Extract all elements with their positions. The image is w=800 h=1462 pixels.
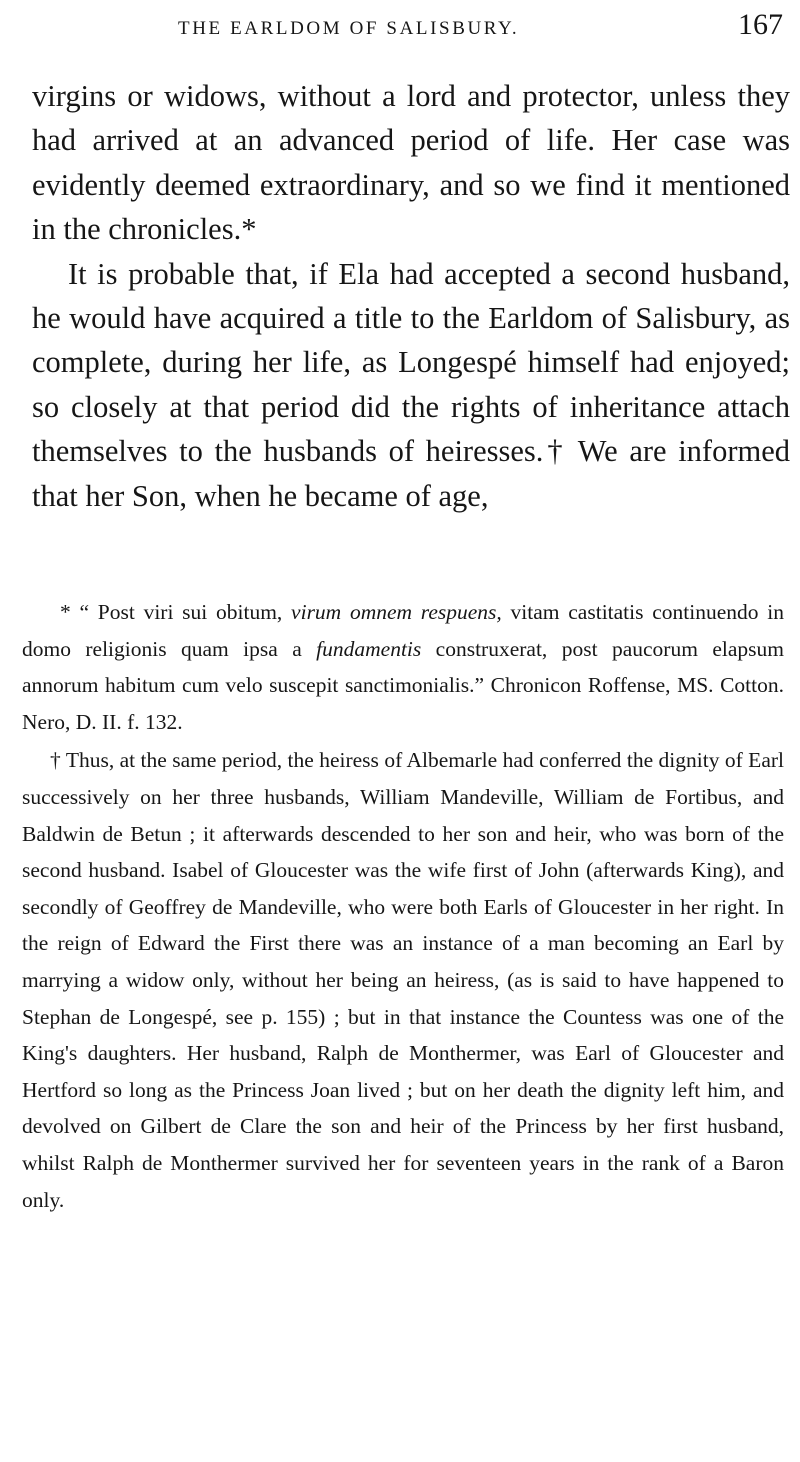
footnote-1-text-part-3: construxerat, post paucorum elapsum annorum habitum cum velo suscepit sanctimonialis.” Chronicon Roffense, MS. Cotton. Nero, D. II. f. 132. [22, 636, 784, 734]
running-head [0, 8, 800, 44]
footnote-1-text-part-1: * “ Post viri sui obitum, [60, 600, 292, 624]
main-text [32, 74, 790, 518]
running-title: THE EARLDOM OF SALISBURY. [178, 18, 520, 39]
footnote-1-italic-2: fundamentis [316, 636, 422, 661]
footnote-1-italic-1: virum omnem respuens, [291, 600, 502, 624]
page-number: 167 [738, 8, 783, 41]
footnote-1 [22, 594, 784, 740]
body-paragraph-1: virgins or widows, without a lord and protector, unless they had arrived at an advanced period of life. Her case was evidently deemed extraordinary, and so we find it mentioned in the chronicles.* [32, 79, 790, 247]
footnote-1-text-part-2: vitam castitatis continuendo in domo religionis quam ipsa a [22, 600, 784, 661]
footnote-2: † Thus, at the same period, the heiress of Albemarle had conferred the dignity of Earl successively on her three husbands, William Mandeville, William de Fortibus, and Baldwin de Betun ; it afterwards descended to her son and heir, who was born of the second husband. Isabel of Gloucester was the wife first of John (afterwards King), and secondly of Geoffrey de Mandeville, who were both Earls of Gloucester in her right. In the reign of Edward the First there was an instance of a man becoming an Earl by marrying a widow only, without her being an heiress, (as is said to have happened to Stephan de Longespé, see p. 155) ; but in that instance the Countess was one of the King's daughters. Her husband, Ralph de Monthermer, was Earl of Gloucester and Hertford so long as the Princess Joan lived ; but on her death the dignity left him, and devolved on Gilbert de Clare the son and heir of the Princess by her first husband, whilst Ralph de Monthermer survived her for seventeen years in the rank of a Baron only. [22, 748, 784, 1212]
footnotes [22, 594, 784, 1218]
body-paragraph-2: It is probable that, if Ela had accepted a second husband, he would have acquired a title to the Earldom of Salisbury, as complete, during her life, as Longespé himself had enjoyed; so closely at that period did the rights of inheritance attach themselves to the husbands of heiresses.† We are informed that her Son, when he became of age, [32, 256, 790, 513]
